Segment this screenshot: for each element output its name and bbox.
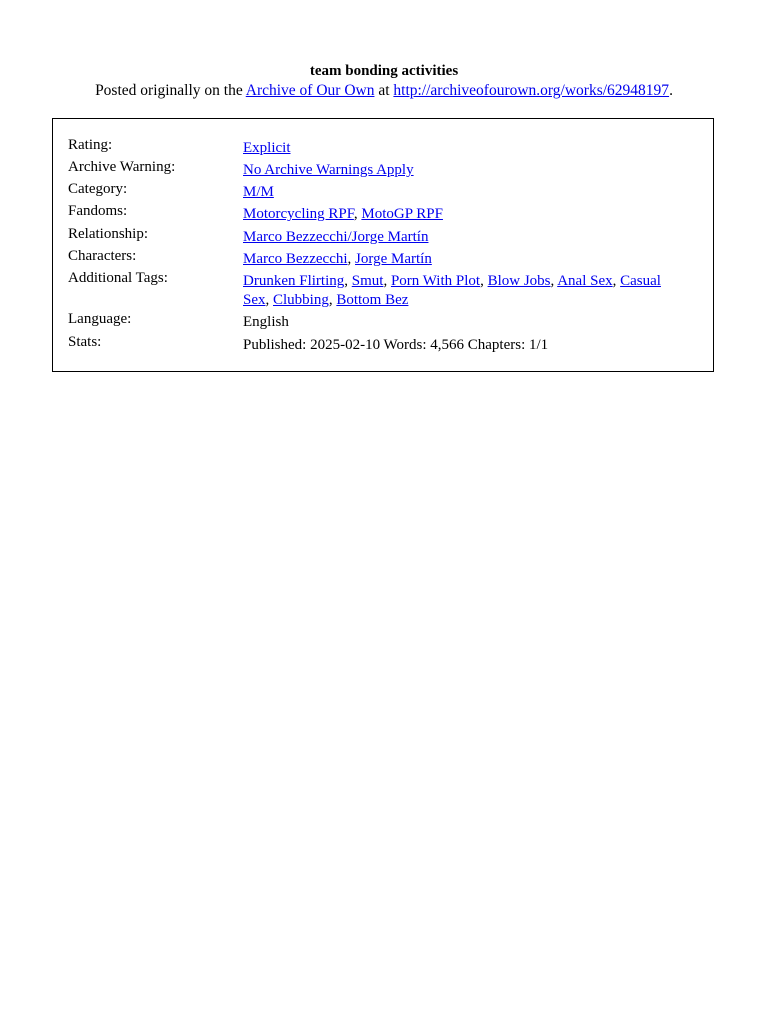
- tag-separator: ,: [480, 273, 488, 289]
- tag-link[interactable]: Drunken Flirting: [243, 273, 345, 289]
- posted-prefix: Posted originally on the: [95, 82, 246, 99]
- character-link[interactable]: Jorge Martín: [355, 251, 432, 267]
- warning-label: Archive Warning:: [68, 159, 176, 175]
- fandom-link[interactable]: Motorcycling RPF: [243, 206, 354, 222]
- tag-separator: ,: [344, 273, 352, 289]
- rating-link[interactable]: Explicit: [243, 140, 291, 156]
- language-label: Language:: [68, 311, 132, 327]
- category-label: Category:: [68, 181, 128, 197]
- tag-link[interactable]: Anal Sex: [557, 273, 613, 289]
- category-value: [243, 183, 703, 202]
- stats-label: Stats:: [68, 334, 102, 350]
- category-link[interactable]: M/M: [243, 184, 274, 200]
- characters-value: [243, 250, 703, 269]
- fandom-link[interactable]: MotoGP RPF: [361, 206, 443, 222]
- tag-link[interactable]: Bottom Bez: [336, 292, 409, 308]
- tag-separator: ,: [383, 273, 391, 289]
- language-value: English: [243, 314, 289, 330]
- work-metadata-box: [52, 118, 714, 372]
- archive-link[interactable]: Archive of Our Own: [245, 82, 375, 99]
- rating-value: [243, 139, 703, 158]
- work-header: [0, 62, 768, 100]
- relationship-value: [243, 228, 703, 247]
- warning-value: [243, 161, 703, 180]
- tag-link[interactable]: Smut: [351, 273, 384, 289]
- characters-label: Characters:: [68, 248, 137, 264]
- posted-suffix: .: [669, 82, 673, 99]
- tag-link[interactable]: Casual Sex: [243, 273, 661, 308]
- posted-line: [0, 81, 768, 100]
- tag-link[interactable]: Porn With Plot: [390, 273, 481, 289]
- tag-link[interactable]: Blow Jobs: [487, 273, 551, 289]
- relationship-link[interactable]: Marco Bezzecchi/Jorge Martín: [243, 229, 429, 245]
- warning-link[interactable]: No Archive Warnings Apply: [243, 162, 414, 178]
- tag-separator: ,: [612, 273, 621, 289]
- stats-value: Published: 2025-02-10 Words: 4,566 Chapters: 1/1: [243, 337, 549, 353]
- tag-separator: ,: [347, 251, 356, 267]
- work-title: team bonding activities: [309, 63, 459, 79]
- tag-separator: ,: [328, 292, 337, 308]
- tag-link[interactable]: Clubbing: [273, 292, 329, 308]
- fandoms-label: Fandoms:: [68, 203, 128, 219]
- tag-separator: ,: [265, 292, 273, 308]
- tag-separator: ,: [353, 206, 362, 222]
- posted-mid: at: [374, 82, 394, 99]
- tags-label: Additional Tags:: [68, 270, 168, 286]
- character-link[interactable]: Marco Bezzecchi: [243, 251, 348, 267]
- relationship-label: Relationship:: [68, 226, 148, 242]
- tag-separator: ,: [550, 273, 558, 289]
- tags-value: [243, 272, 703, 310]
- rating-label: Rating:: [68, 137, 113, 153]
- fandoms-value: [243, 205, 703, 224]
- work-url-link[interactable]: http://archiveofourown.org/works/62948197: [393, 82, 670, 99]
